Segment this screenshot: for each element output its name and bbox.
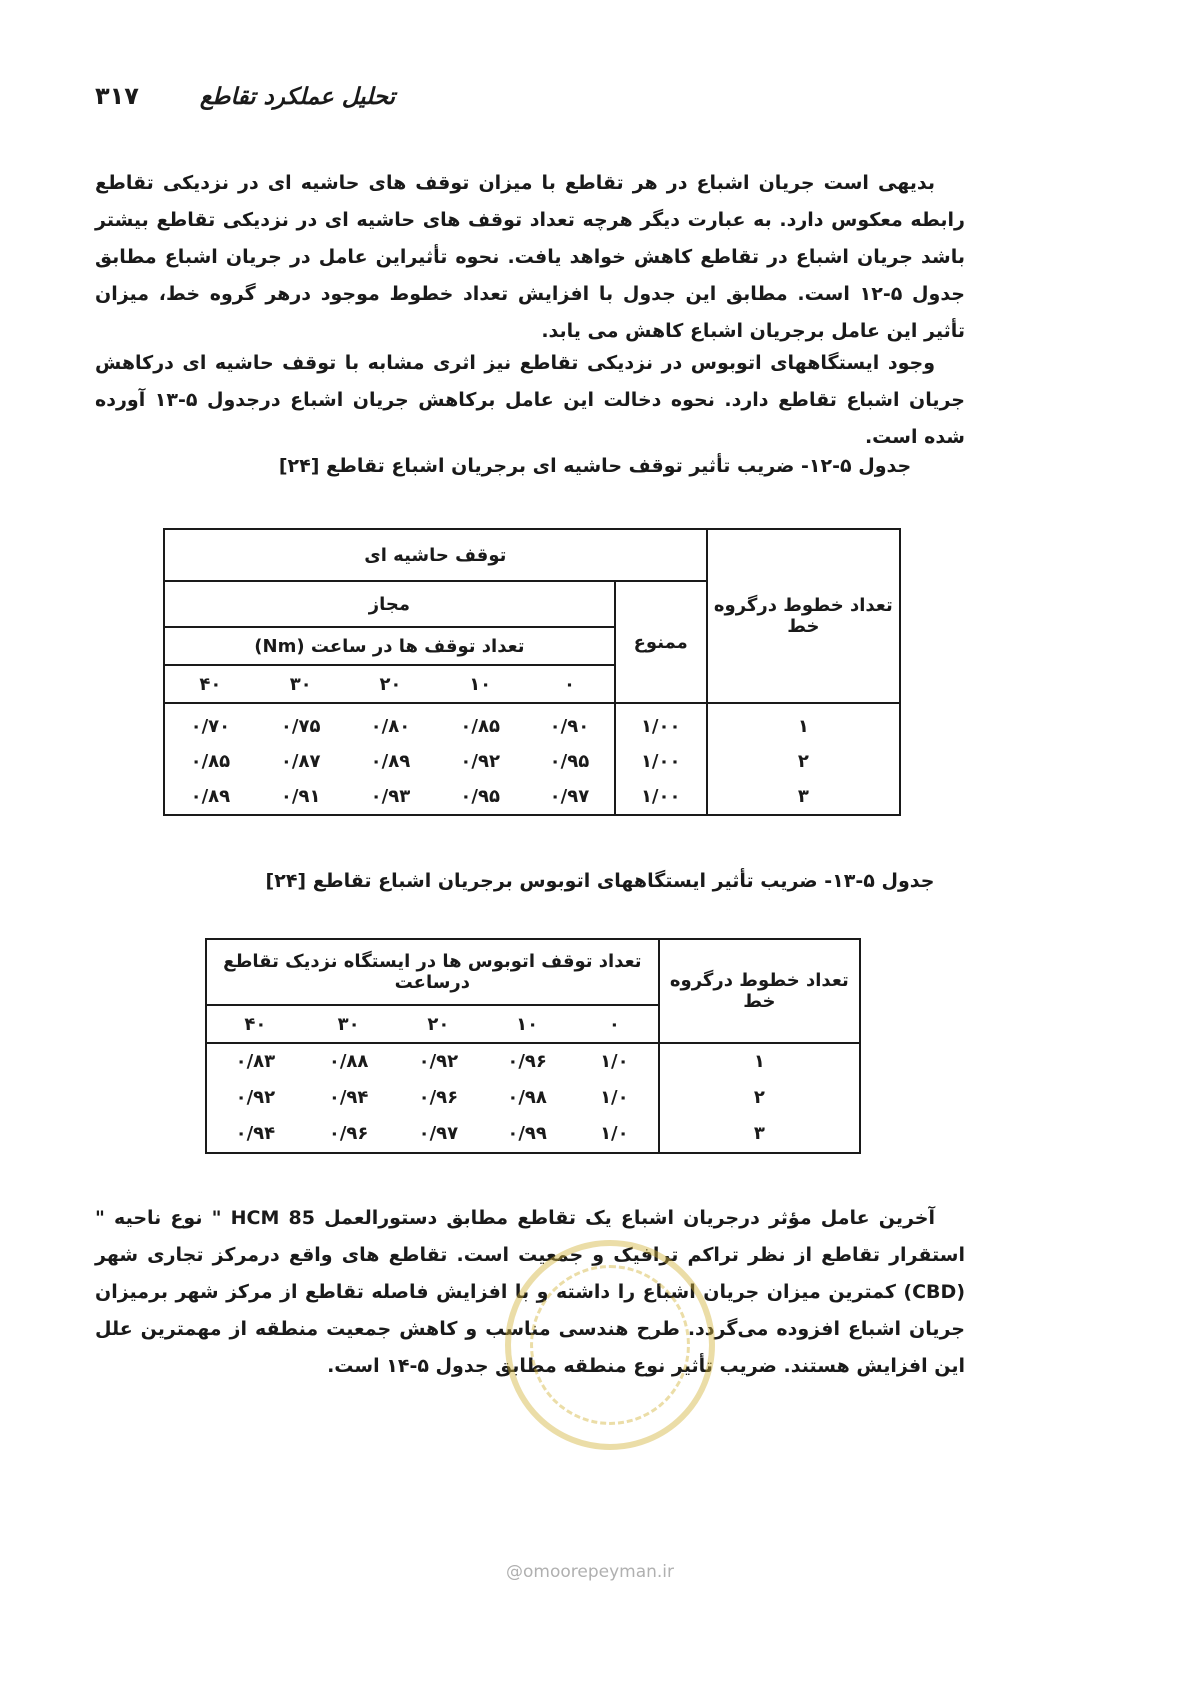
table1-prohibited-header: ممنوع (615, 581, 707, 703)
table2-cell: ۰/۹۲ (418, 1051, 459, 1072)
table1-col-header: ۲۰ (346, 665, 436, 703)
paragraph-2-text: وجود ایستگاههای اتوبوس در نزدیکی تقاطع نیز اثری مشابه با توقف حاشیه ای درکاهش جریان اشباع تقاطع دارد. نحوه دخالت این عامل برکاهش جریان اشباع درجدول ۵-۱۳ آورده شده است. (95, 352, 965, 448)
table1-cell: ۰/۹۲ (460, 750, 500, 772)
table-row (206, 1115, 860, 1153)
table1-lane-cell: ۲ (707, 743, 900, 779)
table2-lane-cell: ۲ (659, 1079, 860, 1115)
table2-cell: ۱/۰ (571, 1115, 659, 1153)
table-row (206, 1079, 860, 1115)
table2-cell: ۰/۹۹ (483, 1115, 571, 1153)
table1-cell: ۰/۸۰ (370, 715, 411, 737)
table2-cell: ۰/۹۴ (206, 1115, 304, 1153)
table-row (164, 709, 900, 743)
table1-cell: ۰/۹۳ (346, 779, 436, 815)
table1-cell: ۰/۸۵ (460, 715, 500, 737)
table2-cell: ۰/۸۸ (328, 1051, 369, 1072)
table2-bus-header: تعداد توقف اتوبوس ها در ایستگاه نزدیک تقاطع درساعت (206, 939, 659, 1005)
table1-cell: ۰/۸۹ (370, 750, 411, 772)
table1-cell: ۰/۸۵ (164, 743, 256, 779)
table1-cell: ۰/۸۷ (280, 750, 321, 772)
table2-cell: ۰/۹۴ (328, 1086, 369, 1108)
table1-lane-cell: ۱ (707, 709, 900, 743)
table1-cell: ۰/۹۱ (256, 779, 346, 815)
page-number: ۳۱۷ (95, 82, 139, 110)
table1-allowed-header: مجاز (164, 581, 615, 627)
table2-cell: ۰/۸۳ (206, 1043, 304, 1079)
watermark-text: @omoorepeyman.ir (505, 1562, 675, 1582)
table1-col-header: ۱۰ (435, 665, 525, 703)
table2-cell: ۱/۰ (600, 1086, 629, 1108)
paragraph-2 (95, 345, 965, 456)
table1-maneuvers-header: تعداد توقف ها در ساعت (Nm) (164, 627, 615, 665)
table2-lane-cell: ۱ (659, 1043, 860, 1079)
table1-lane-header: تعداد خطوط درگروه خط (707, 529, 900, 703)
table2-lane-header: تعداد خطوط درگروه خط (659, 939, 860, 1043)
table1-cell: ۰/۹۰ (549, 715, 590, 737)
table2-lane-cell: ۳ (659, 1115, 860, 1153)
table1-caption: جدول ۵-۱۲- ضریب تأثیر توقف حاشیه ای برجریان اشباع تقاطع [۲۴] (278, 455, 912, 477)
table2 (205, 938, 861, 1154)
table2-cell: ۰/۹۲ (206, 1079, 304, 1115)
page-header (95, 76, 395, 116)
table1-col-header: ۴۰ (164, 665, 256, 703)
table1-cell: ۰/۸۹ (164, 779, 256, 815)
table2-cell: ۰/۹۷ (394, 1115, 484, 1153)
table2-cell: ۰/۹۸ (507, 1086, 547, 1108)
table-row (164, 779, 900, 815)
table2-col-header: ۳۰ (304, 1005, 394, 1043)
table2-cell: ۰/۹۶ (418, 1086, 459, 1108)
table1-cell: ۰/۹۵ (549, 750, 590, 772)
table2-col-header: ۲۰ (394, 1005, 484, 1043)
table1-prohibited-cell: ۱/۰۰ (615, 743, 707, 779)
table1-cell: ۰/۷۰ (164, 709, 256, 743)
table1-cell: ۰/۹۵ (435, 779, 525, 815)
table2-col-header: ۴۰ (206, 1005, 304, 1043)
table1-cell: ۰/۷۵ (280, 715, 321, 737)
paragraph-1 (95, 165, 965, 350)
table1-cell: ۰/۹۷ (525, 779, 615, 815)
running-title: تحلیل عملکرد تقاطع (199, 82, 395, 110)
table2-col-header: ۱۰ (483, 1005, 571, 1043)
watermark-seal-inner (530, 1265, 690, 1425)
table-row (206, 1043, 860, 1079)
table2-caption: جدول ۵-۱۳- ضریب تأثیر ایستگاههای اتوبوس برجریان اشباع تقاطع [۲۴] (265, 870, 935, 892)
paragraph-1-text: بدیهی است جریان اشباع در هر تقاطع با میزان توقف های حاشیه ای در نزدیکی تقاطع رابطه معکوس دارد. به عبارت دیگر هرچه تعداد توقف های حاشیه ای در نزدیکی تقاطع بیشتر باشد جریان اشباع در تقاطع کاهش خواهد یافت. نحوه تأثیراین عامل در جریان اشباع مطابق جدول ۵-۱۲ است. مطابق این جدول با افزایش تعداد خطوط موجود درهر گروه خط، میزان تأثیر این عامل برجریان اشباع کاهش می یابد. (95, 172, 965, 342)
table2-cell: ۱/۰ (600, 1051, 629, 1072)
table2-cell: ۰/۹۶ (507, 1051, 547, 1072)
table1-prohibited-cell: ۱/۰۰ (615, 779, 707, 815)
table1-prohibited-cell: ۱/۰۰ (615, 709, 707, 743)
table2-cell: ۰/۹۶ (304, 1115, 394, 1153)
table1-parking-header: توقف حاشیه ای (164, 529, 707, 581)
table1 (163, 528, 901, 816)
table-row (164, 743, 900, 779)
table1-lane-cell: ۳ (707, 779, 900, 815)
table1-col-header: ۳۰ (256, 665, 346, 703)
table2-col-header: ۰ (571, 1005, 659, 1043)
table1-col-header: ۰ (525, 665, 615, 703)
paragraph-3-text: آخرین عامل مؤثر درجریان اشباع یک تقاطع مطابق دستورالعمل HCM 85 " نوع ناحیه " استقرار تقاطع از نظر تراکم ترافیک و جمعیت است. تقاطع های واقع درمرکز تجاری شهر (CBD) کمترین میزان جریان اشباع را داشته و با افزایش فاصله تقاطع از مرکز شهر برمیزان جریان اشباع افزوده می‌گردد. طرح هندسی مناسب و کاهش جمعیت منطقه از مهمترین علل این افزایش هستند. ضریب تأثیر نوع منطقه مطابق جدول ۵-۱۴ است. (95, 1207, 965, 1377)
